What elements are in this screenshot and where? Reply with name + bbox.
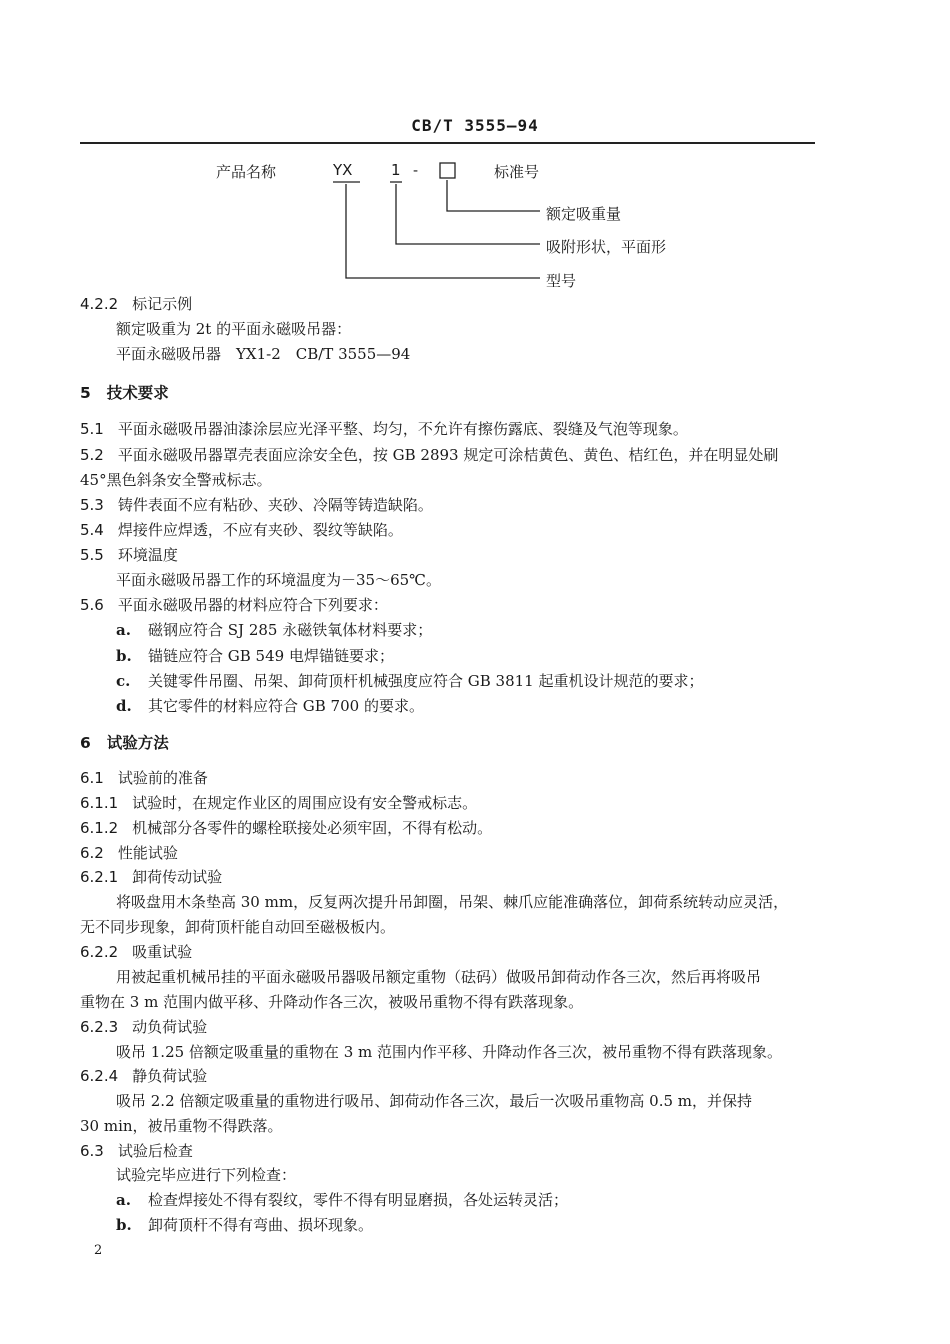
list-marker: d. <box>116 697 132 715</box>
code-shape: 1 <box>391 161 401 179</box>
page-number: 2 <box>94 1243 103 1258</box>
clause-6-2-2-body-cont: 重物在 3 m 范围内做平移、升降动作各三次，被吸吊重物不得有跌落现象。 <box>80 993 584 1011</box>
leader-model <box>346 184 540 278</box>
clause-number: 6.3 <box>80 1142 104 1160</box>
list-marker: a. <box>116 621 131 639</box>
clause-6-2-2 <box>80 941 192 962</box>
clause-number: 6.1.2 <box>80 819 119 837</box>
clause-6-2-4-body: 吸吊 2.2 倍额定吸重量的重物进行吸吊、卸荷动作各三次，最后一次吸吊重物高 0.5 m，并保持 <box>116 1092 753 1110</box>
clause-number: 6.2 <box>80 844 104 862</box>
clause-text: 平面永磁吸吊器油漆涂层应光泽平整、均匀，不允许有擦伤露底、裂缝及气泡等现象。 <box>117 420 688 438</box>
clause-5-2-cont: 45°黑色斜条安全警戒标志。 <box>80 471 272 489</box>
clause-text: 试验时，在规定作业区的周围应设有安全警戒标志。 <box>132 794 478 812</box>
clause-6-1-1 <box>80 792 477 813</box>
list-text: 检查焊接处不得有裂纹，零件不得有明显磨损，各处运转灵活； <box>148 1191 569 1209</box>
clause-number: 6.1 <box>80 769 104 787</box>
clause-6-1-2 <box>80 817 492 838</box>
clause-number: 5.5 <box>80 546 104 564</box>
list-marker: a. <box>116 1191 131 1209</box>
clause-number: 5.1 <box>80 420 104 438</box>
leader-load <box>447 180 540 211</box>
list-item <box>116 1189 568 1210</box>
list-text: 磁钢应符合 SJ 285 永磁铁氧体材料要求； <box>148 621 433 639</box>
clause-number: 5.3 <box>80 496 104 514</box>
clause-6-2-3-body: 吸吊 1.25 倍额定吸重量的重物在 3 m 范围内作平移、升降动作各三次，被吊重物不得有跌落现象。 <box>116 1043 783 1061</box>
clause-title: 试验前的准备 <box>117 769 208 787</box>
document-code-header: CB/T 3555—94 <box>411 116 539 135</box>
clause-number: 6.2.4 <box>80 1067 119 1085</box>
clause-text: 机械部分各零件的螺栓联接处必须牢固，不得有松动。 <box>132 819 493 837</box>
list-item <box>116 695 424 716</box>
clause-title: 静负荷试验 <box>132 1067 208 1085</box>
list-marker: b. <box>116 647 132 665</box>
list-text: 关键零件吊圈、吊架、卸荷顶杆机械强度应符合 GB 3811 起重机设计规范的要求； <box>148 672 704 690</box>
leader-shape <box>396 184 540 244</box>
clause-6-2-2-body: 用被起重机械吊挂的平面永磁吸吊器吸吊额定重物（砝码）做吸吊卸荷动作各三次，然后再将吸吊 <box>116 968 762 986</box>
legend-model: 型号 <box>546 272 577 290</box>
clause-5-6 <box>80 594 388 615</box>
clause-number: 6.2.2 <box>80 943 119 961</box>
heading-4-2-2 <box>80 293 192 314</box>
clause-5-2 <box>80 444 778 465</box>
list-marker: c. <box>116 672 131 690</box>
clause-5-4 <box>80 519 403 540</box>
heading-6 <box>80 731 169 753</box>
legend-rated-load: 额定吸重量 <box>546 205 622 223</box>
legend-shape: 吸附形状，平面形 <box>546 238 667 256</box>
clause-number: 6.2.3 <box>80 1018 119 1036</box>
paragraph: 额定吸重为 2t 的平面永磁吸吊器： <box>116 320 352 338</box>
code-yx: YX <box>333 161 353 179</box>
clause-number: 6.2.1 <box>80 868 119 886</box>
section-number: 6 <box>80 734 91 752</box>
clause-number: 5.4 <box>80 521 104 539</box>
list-item <box>116 1214 373 1235</box>
clause-text: 平面永磁吸吊器罩壳表面应涂安全色，按 GB 2893 规定可涂桔黄色、黄色、桔红色，并在明显处刷 <box>117 446 779 464</box>
list-text: 其它零件的材料应符合 GB 700 的要求。 <box>148 697 424 715</box>
clause-6-2-4-body-cont: 30 min，被吊重物不得跌落。 <box>80 1117 283 1135</box>
clause-title: 吸重试验 <box>132 943 193 961</box>
section-number: 4.2.2 <box>80 295 119 313</box>
list-item <box>116 619 432 640</box>
section-number: 5 <box>80 384 91 402</box>
clause-6-1 <box>80 767 208 788</box>
clause-6-2 <box>80 842 178 863</box>
label-product-name: 产品名称 <box>216 163 277 181</box>
clause-text: 焊接件应焊透，不应有夹砂、裂纹等缺陷。 <box>117 521 403 539</box>
clause-number: 5.6 <box>80 596 104 614</box>
clause-text: 平面永磁吸吊器的材料应符合下列要求： <box>117 596 388 614</box>
clause-text: 铸件表面不应有粘砂、夹砂、冷隔等铸造缺陷。 <box>117 496 433 514</box>
marking-diagram <box>0 0 950 300</box>
list-item <box>116 645 394 666</box>
list-text: 卸荷顶杆不得有弯曲、损坏现象。 <box>148 1216 374 1234</box>
clause-5-3 <box>80 494 433 515</box>
heading-5 <box>80 381 169 403</box>
clause-6-3-body: 试验完毕应进行下列检查： <box>116 1166 297 1184</box>
clause-6-2-4 <box>80 1065 207 1086</box>
label-standard-no: 标准号 <box>494 163 540 181</box>
clause-title: 动负荷试验 <box>132 1018 208 1036</box>
clause-title: 卸荷传动试验 <box>132 868 223 886</box>
clause-title: 性能试验 <box>117 844 178 862</box>
clause-title: 环境温度 <box>117 546 178 564</box>
list-item <box>116 670 704 691</box>
clause-6-2-1 <box>80 866 222 887</box>
clause-6-2-1-body: 将吸盘用木条垫高 30 mm，反复两次提升吊卸圈，吊架、棘爪应能准确落位，卸荷系统转动应灵活， <box>116 893 789 911</box>
section-title: 试验方法 <box>106 733 169 752</box>
list-text: 锚链应符合 GB 549 电焊锚链要求； <box>148 647 394 665</box>
clause-5-5-body: 平面永磁吸吊器工作的环境温度为－35～65℃。 <box>116 571 441 589</box>
clause-5-5 <box>80 544 178 565</box>
blank-box <box>440 163 455 178</box>
clause-5-1 <box>80 418 688 439</box>
marking-example: 平面永磁吸吊器 YX1-2 CB/T 3555—94 <box>116 345 411 363</box>
list-marker: b. <box>116 1216 132 1234</box>
clause-6-3 <box>80 1140 193 1161</box>
clause-6-2-1-body-cont: 无不同步现象，卸荷顶杆能自动回至磁极板内。 <box>80 918 396 936</box>
section-title: 技术要求 <box>106 383 169 402</box>
clause-number: 6.1.1 <box>80 794 119 812</box>
clause-6-2-3 <box>80 1016 207 1037</box>
section-title: 标记示例 <box>132 295 193 313</box>
clause-title: 试验后检查 <box>117 1142 193 1160</box>
clause-number: 5.2 <box>80 446 104 464</box>
code-dash: - <box>413 161 419 179</box>
